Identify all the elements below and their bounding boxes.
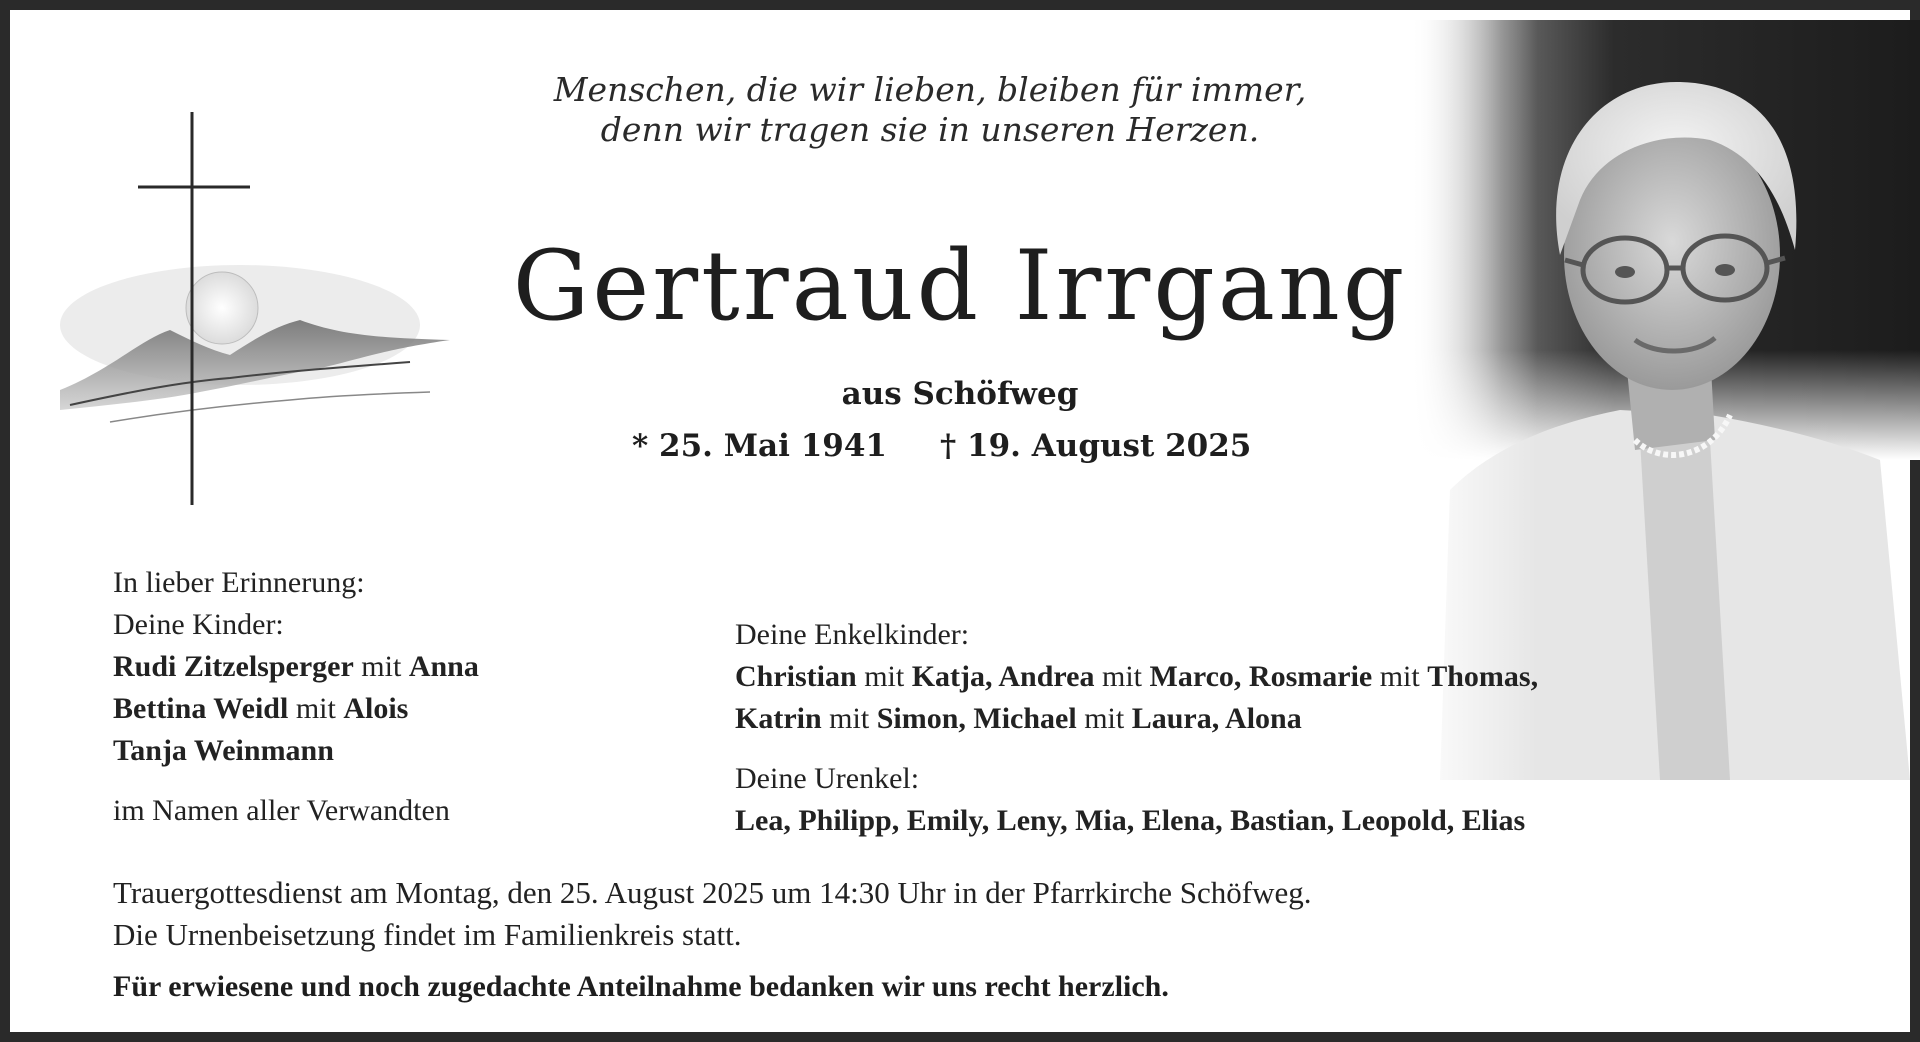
service-line-2: Die Urnenbeisetzung findet im Familienkreis statt. xyxy=(113,917,742,952)
service-info xyxy=(113,872,1312,956)
great-grandchildren-label: Deine Urenkel: xyxy=(735,762,920,795)
name-run: Simon, Michael xyxy=(876,702,1077,735)
name-run: mit xyxy=(821,702,877,735)
name-run: mit xyxy=(1076,702,1132,735)
children-label: Deine Kinder: xyxy=(113,608,284,641)
child-row-1: Rudi Zitzelsperger mit Anna xyxy=(113,650,479,683)
motto-line-2: denn wir tragen sie in unseren Herzen. xyxy=(600,110,1260,149)
birth-date: * 25. Mai 1941 xyxy=(632,428,887,464)
family-left-column xyxy=(113,562,479,832)
name-run: Christian xyxy=(735,660,857,693)
name-run: Marco, Rosmarie xyxy=(1149,660,1373,693)
child-row-3: Tanja Weinmann xyxy=(113,734,334,767)
name-run: Katrin xyxy=(735,702,822,735)
relatives-note: im Namen aller Verwandten xyxy=(113,794,450,827)
service-line-1: Trauergottesdienst am Montag, den 25. August 2025 um 14:30 Uhr in der Pfarrkirche Schöfweg. xyxy=(113,875,1312,910)
deceased-name: Gertraud Irrgang xyxy=(512,230,1408,342)
motto xyxy=(500,70,1360,150)
death-date: † 19. August 2025 xyxy=(940,428,1252,464)
name-run: mit xyxy=(856,660,912,693)
cross-landscape-icon xyxy=(50,100,490,520)
grandchildren-line-1 xyxy=(735,656,1538,698)
moon-icon xyxy=(186,272,258,344)
family-right-column xyxy=(735,614,1538,842)
name-run: mit xyxy=(1372,660,1428,693)
great-grandchildren-names: Lea, Philipp, Emily, Leny, Mia, Elena, Bastian, Leopold, Elias xyxy=(735,804,1526,837)
name-run: Laura, Alona xyxy=(1131,702,1302,735)
name-run: Katja, Andrea xyxy=(911,660,1095,693)
deceased-origin: aus Schöfweg xyxy=(841,376,1079,412)
thanks-line: Für erwiesene und noch zugedachte Anteilnahme bedanken wir uns recht herzlich. xyxy=(113,970,1169,1003)
child-row-2: Bettina Weidl mit Alois xyxy=(113,692,409,725)
grandchildren-label: Deine Enkelkinder: xyxy=(735,618,970,651)
motto-line-1: Menschen, die wir lieben, bleiben für immer, xyxy=(553,70,1307,109)
memory-intro: In lieber Erinnerung: xyxy=(113,566,365,599)
name-run: mit xyxy=(1094,660,1150,693)
grandchildren-line-2 xyxy=(735,698,1538,740)
name-run: Thomas, xyxy=(1427,660,1539,693)
